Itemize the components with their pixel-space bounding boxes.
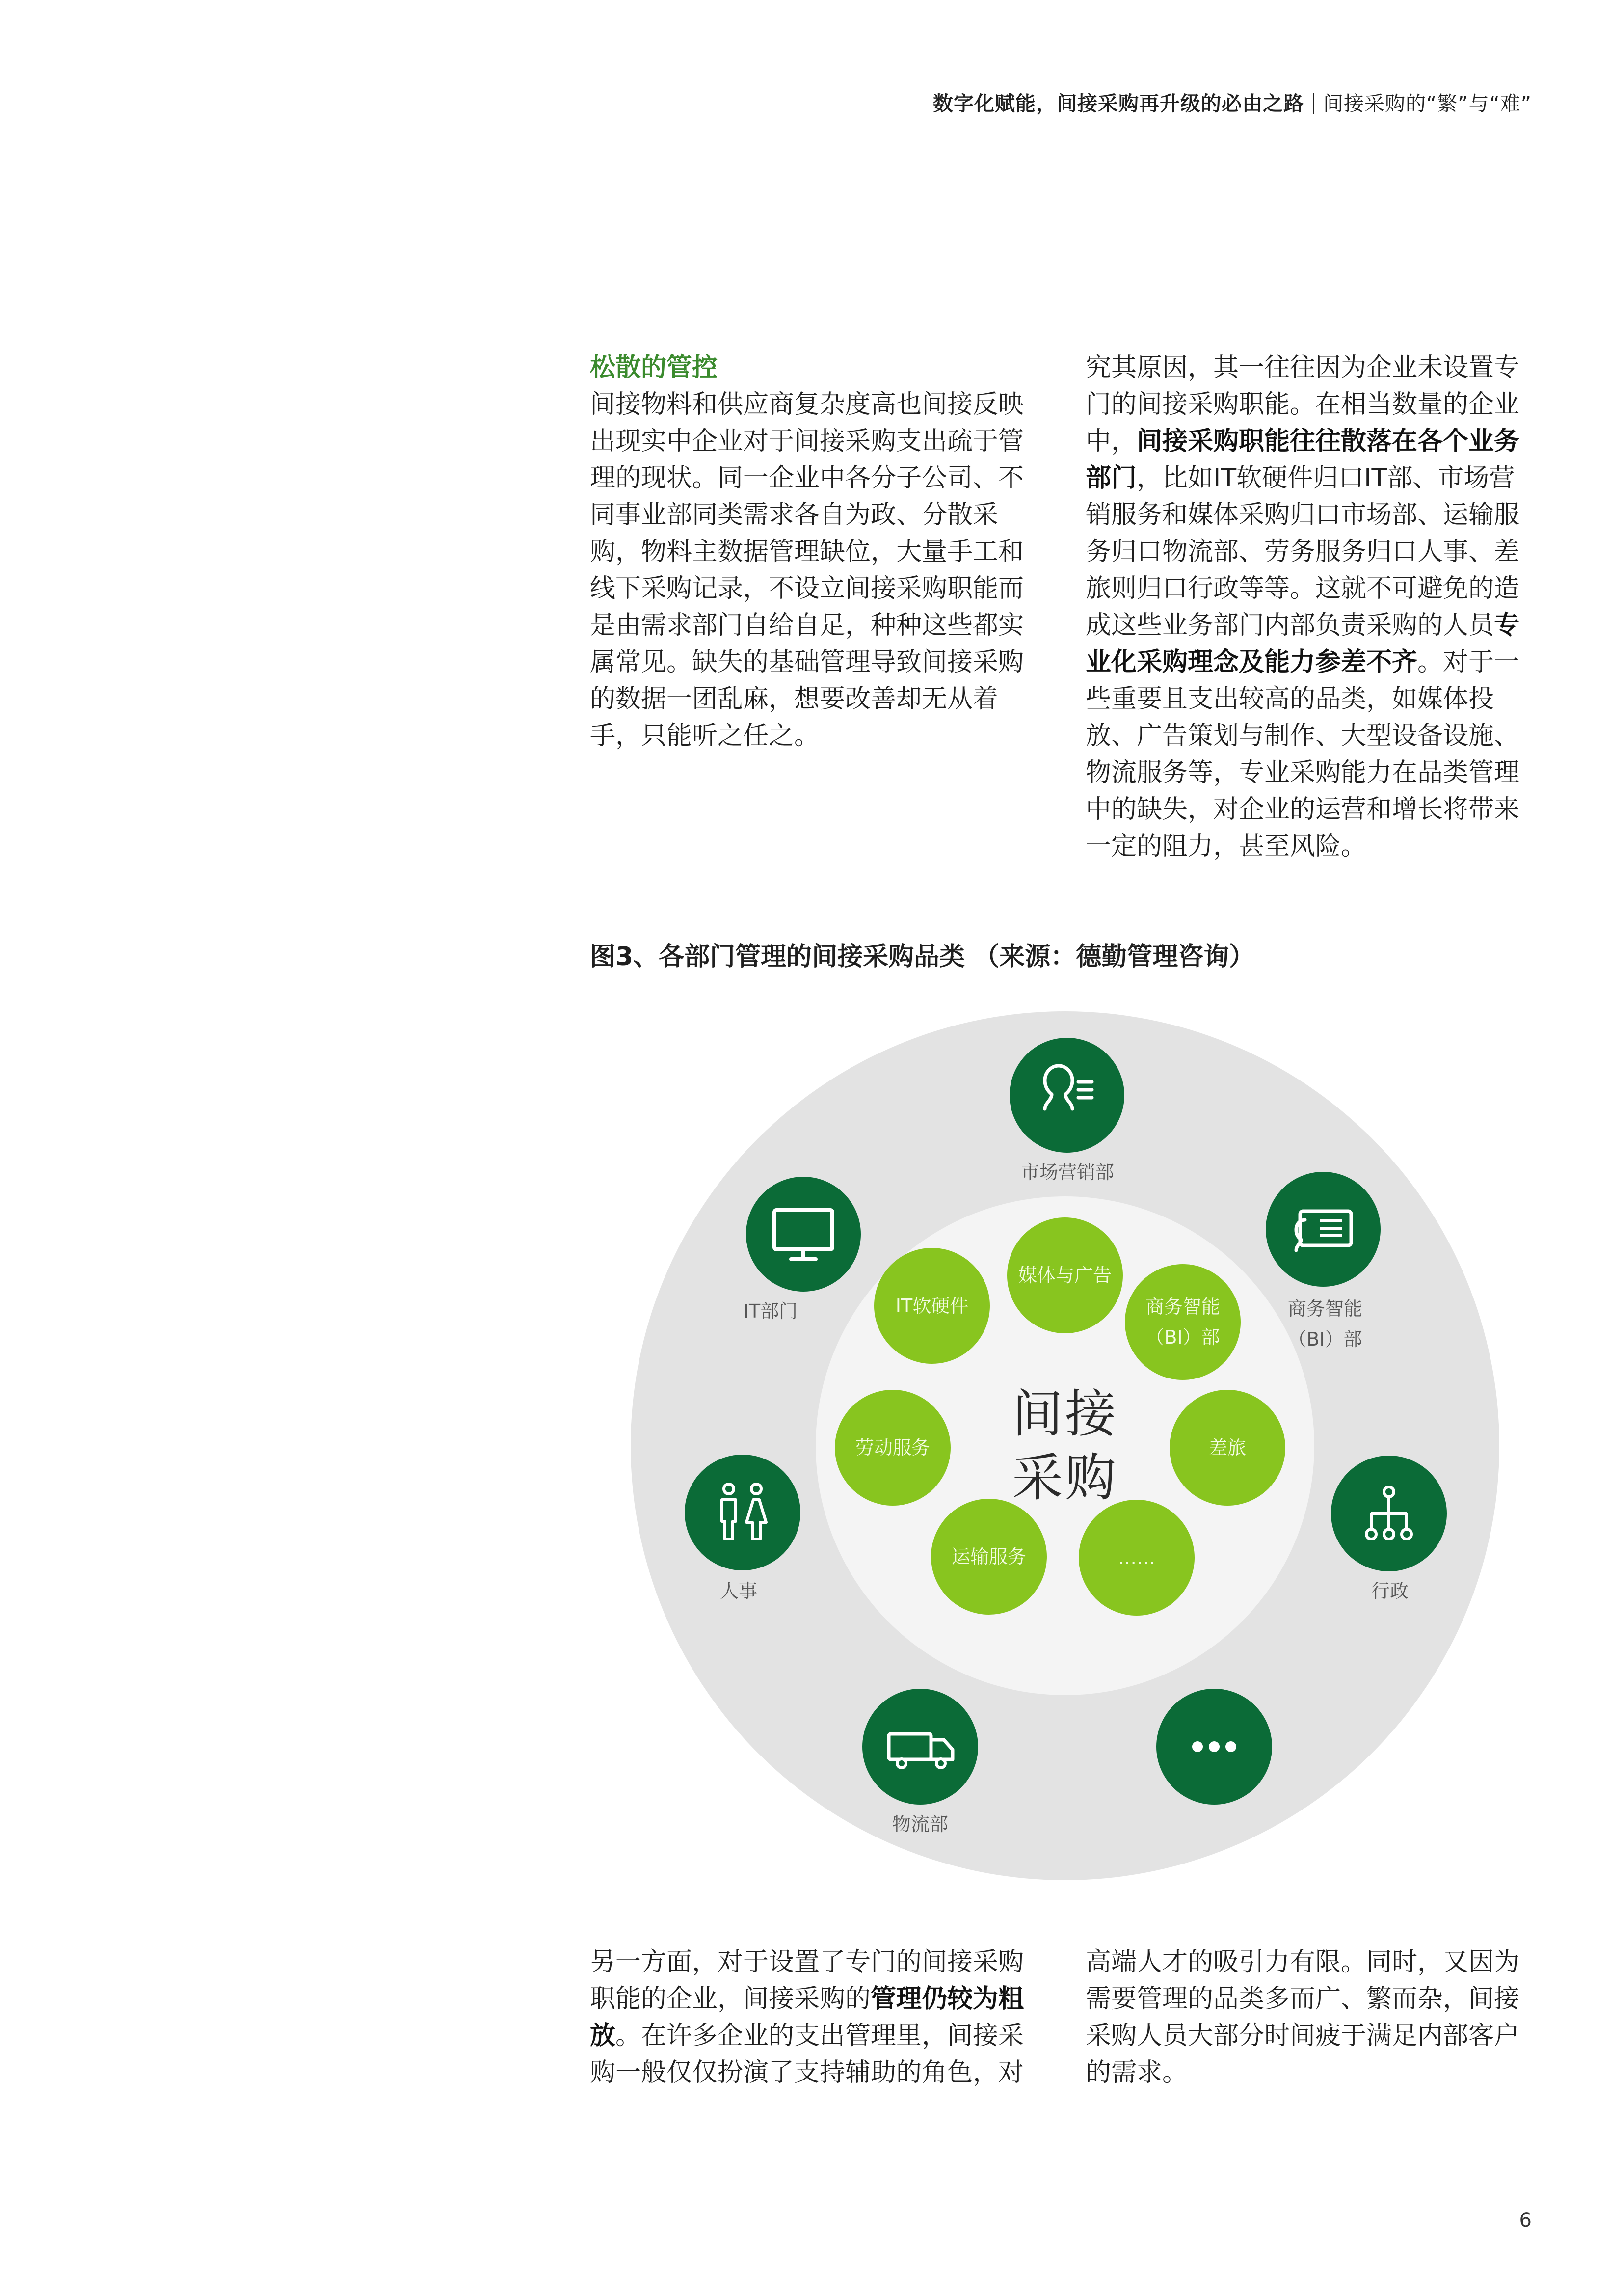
right-paragraph bbox=[1086, 350, 1535, 865]
label-hr: 人事 bbox=[719, 1580, 758, 1602]
bottom-right-column bbox=[1086, 1944, 1535, 2091]
department-diagram bbox=[628, 1009, 1502, 1883]
right-text-3: 。对于一些重要且支出较高的品类，如媒体投放、广告策划与制作、大型设备设施、物流服务等，专业采购能力在品类管理中的缺失，对企业的运营和增长将带来一定的阻力，甚至风险。 bbox=[1086, 648, 1520, 861]
inner-label-travel: 差旅 bbox=[1208, 1437, 1247, 1459]
more-icon bbox=[1156, 1689, 1272, 1805]
label-logistics: 物流部 bbox=[892, 1813, 949, 1835]
label-bi-line1: 商务智能 bbox=[1287, 1298, 1363, 1320]
header-title-light: 间接采购的“繁”与“难” bbox=[1323, 92, 1532, 115]
right-column bbox=[1086, 350, 1535, 865]
truck-icon bbox=[862, 1689, 978, 1805]
label-bi bbox=[1288, 1294, 1362, 1354]
label-it: IT部门 bbox=[743, 1300, 798, 1322]
inner-label-transport: 运输服务 bbox=[951, 1546, 1027, 1567]
header-title-bold: 数字化赋能，间接采购再升级的必由之路 bbox=[933, 92, 1304, 115]
right-text-2: ，比如IT软硬件归口IT部、市场营销服务和媒体采购归口市场部、运输服务归口物流部、劳务服务归口人事、差旅则归口行政等等。这就不可避免的造成这些业务部门内部负责采购的人员 bbox=[1086, 463, 1520, 640]
label-admin: 行政 bbox=[1371, 1580, 1409, 1602]
right-bold-1: 间接采购职能往往散落在各个业务部门 bbox=[1086, 427, 1520, 493]
center-line2: 采购 bbox=[1011, 1448, 1118, 1508]
running-header bbox=[933, 87, 1532, 116]
bottom-left-paragraph bbox=[590, 1944, 1039, 2091]
node-logistics bbox=[862, 1689, 978, 1805]
bottom-left-column bbox=[590, 1944, 1039, 2091]
right-bold-2: 专业化采购理念及能力参差不齐 bbox=[1086, 611, 1520, 677]
monitor-icon bbox=[746, 1177, 861, 1292]
person-list-icon bbox=[1010, 1038, 1124, 1153]
inner-label-bi-line1: 商务智能 bbox=[1145, 1296, 1221, 1318]
inner-label-bi-line2: （BI）部 bbox=[1145, 1326, 1220, 1348]
bottom-left-bold: 管理仍较为粗放 bbox=[590, 1984, 1024, 2051]
inner-label-bi bbox=[1145, 1292, 1220, 1352]
node-hr bbox=[685, 1455, 800, 1570]
org-chart-icon bbox=[1331, 1456, 1447, 1571]
center-line1: 间接 bbox=[1011, 1384, 1118, 1444]
people-icon bbox=[685, 1455, 800, 1570]
bottom-left-text-2: 。在许多企业的支出管理里，间接采购一般仅仅扮演了支持辅助的角色，对 bbox=[590, 2021, 1024, 2087]
figure-title: 图3、各部门管理的间接采购品类 （来源：德勤管理咨询） bbox=[590, 942, 1255, 972]
node-it bbox=[746, 1177, 861, 1292]
right-text-1: 究其原因，其一往往因为企业未设置专门的间接采购职能。在相当数量的企业中， bbox=[1086, 353, 1520, 456]
bottom-left-text-1: 另一方面，对于设置了专门的间接采购职能的企业，间接采购的 bbox=[590, 1947, 1024, 2014]
node-more bbox=[1156, 1689, 1272, 1805]
center-title bbox=[1012, 1382, 1118, 1510]
bottom-right-paragraph: 高端人才的吸引力有限。同时，又因为需要管理的品类多而广、繁而杂，间接采购人员大部分时间疲于满足内部客户的需求。 bbox=[1086, 1947, 1520, 2087]
left-paragraph: 间接物料和供应商复杂度高也间接反映出现实中企业对于间接采购支出疏于管理的现状。同一企业中各分子公司、不同事业部同类需求各自为政、分散采购，物料主数据管理缺位，大量手工和线下采购记录，不设立间接采购职能而是由需求部门自给自足，种种这些都实属常见。缺失的基础管理导致间接采购的数据一团乱麻，想要改善却无从着手，只能听之任之。 bbox=[590, 390, 1024, 751]
left-column bbox=[590, 350, 1039, 755]
node-marketing bbox=[1010, 1038, 1124, 1153]
label-bi-line2: （BI）部 bbox=[1288, 1328, 1362, 1350]
section-title: 松散的管控 bbox=[590, 353, 718, 382]
inner-label-media: 媒体与广告 bbox=[1018, 1265, 1112, 1286]
speech-list-icon bbox=[1266, 1172, 1381, 1287]
node-admin bbox=[1331, 1456, 1447, 1571]
label-marketing: 市场营销部 bbox=[1020, 1162, 1115, 1183]
page-number: 6 bbox=[1519, 2209, 1532, 2232]
inner-label-it: IT软硬件 bbox=[895, 1295, 969, 1317]
header-separator bbox=[1313, 93, 1314, 114]
node-bi bbox=[1266, 1172, 1381, 1287]
inner-label-more: …… bbox=[1118, 1547, 1155, 1568]
inner-label-labor: 劳动服务 bbox=[855, 1437, 931, 1459]
